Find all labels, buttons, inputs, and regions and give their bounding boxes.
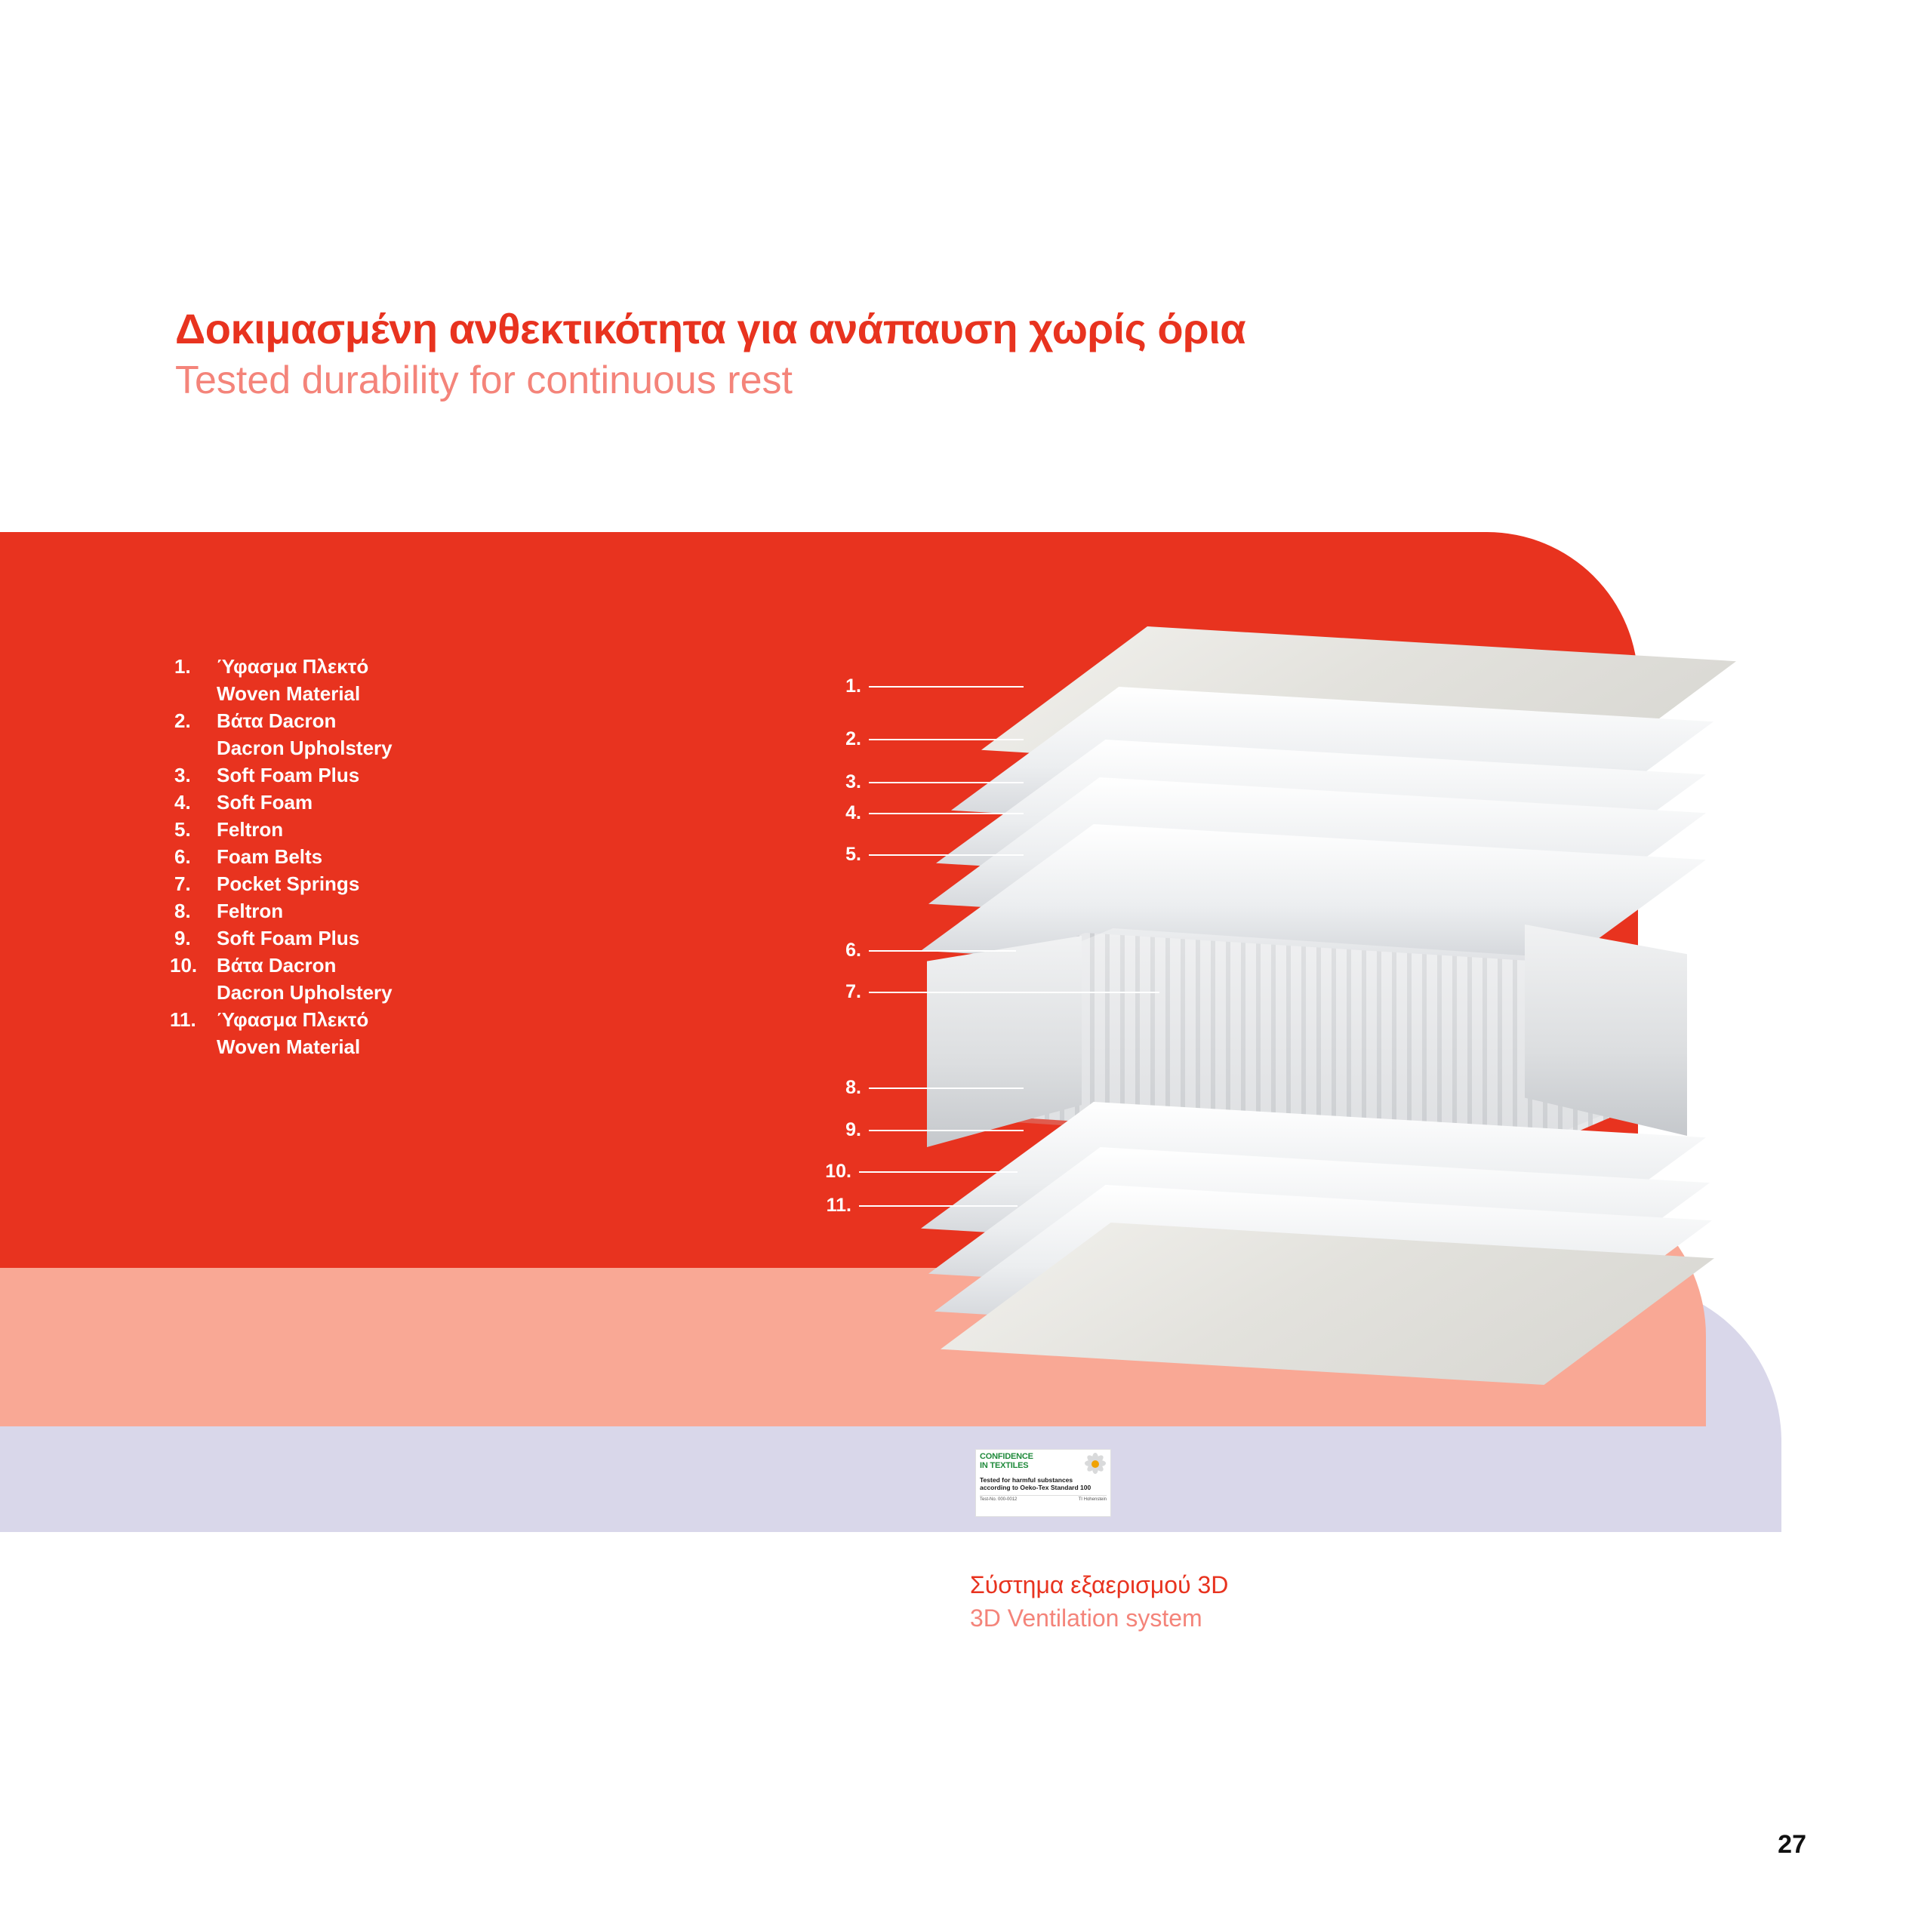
callout-number: 11. <box>826 1195 851 1216</box>
legend-label-greek: Βάτα Dacron <box>217 954 337 977</box>
callout-number: 5. <box>845 844 861 865</box>
callout-leader-line <box>869 782 1024 783</box>
callout-leader-line <box>869 1088 1024 1089</box>
callout-number: 2. <box>845 728 861 749</box>
legend-label-english: Soft Foam Plus <box>217 764 360 786</box>
callout-leader-line <box>859 1205 1018 1207</box>
list-item <box>170 897 593 924</box>
oeko-tex-institute: TI Hohenstein <box>1078 1497 1107 1502</box>
legend-labels <box>217 843 593 870</box>
page-title-english: Tested durability for continuous rest <box>175 358 793 402</box>
callout-leader-line <box>869 686 1024 688</box>
callout-10 <box>817 1161 1018 1183</box>
legend-number: 1. <box>174 655 191 678</box>
legend-label-english: Woven Material <box>217 1035 361 1058</box>
legend-label-greek: Ύφασμα Πλεκτό <box>217 655 369 678</box>
legend-labels <box>217 816 593 843</box>
caption-greek: Σύστημα εξαερισμού 3D <box>970 1571 1229 1598</box>
callout-number: 8. <box>845 1077 861 1098</box>
legend-label-english: Soft Foam <box>217 791 313 814</box>
legend-labels <box>217 789 593 816</box>
callout-leader-line <box>869 992 1159 993</box>
callout-1 <box>827 675 1024 697</box>
callout-leader-line <box>869 739 1024 740</box>
callout-leader-line <box>869 813 1024 814</box>
callout-number: 7. <box>845 981 861 1002</box>
legend-label-greek: Βάτα Dacron <box>217 709 337 732</box>
callout-number: 1. <box>845 675 861 697</box>
legend-label-english: Dacron Upholstery <box>217 737 393 759</box>
callout-number: 4. <box>845 802 861 823</box>
oeko-tex-label <box>975 1449 1111 1517</box>
legend-number: 6. <box>174 845 191 868</box>
ventilation-caption <box>970 1570 1498 1635</box>
callout-3 <box>827 771 1024 793</box>
callout-4 <box>827 802 1024 824</box>
list-item <box>170 843 593 870</box>
legend-labels <box>217 653 593 707</box>
legend-label-english: Feltron <box>217 818 284 841</box>
legend-label-english: Foam Belts <box>217 845 323 868</box>
callout-11 <box>817 1195 1018 1217</box>
mattress-exploded-diagram <box>891 626 1797 1381</box>
legend-number: 7. <box>174 872 191 895</box>
legend-labels <box>217 924 593 952</box>
legend-labels <box>217 707 593 761</box>
legend-number: 5. <box>174 818 191 841</box>
legend-labels <box>217 897 593 924</box>
legend-number: 10. <box>170 954 198 977</box>
legend-labels <box>217 761 593 789</box>
legend-label-greek: Ύφασμα Πλεκτό <box>217 1008 369 1031</box>
flower-center <box>1091 1460 1099 1468</box>
page-title-block <box>175 306 1534 404</box>
callout-2 <box>827 728 1024 750</box>
list-item <box>170 789 593 816</box>
list-item <box>170 707 593 761</box>
oeko-tex-header <box>980 1453 1107 1475</box>
callout-7 <box>827 981 1159 1003</box>
legend-label-english: Soft Foam Plus <box>217 927 360 949</box>
legend-number: 3. <box>174 764 191 786</box>
legend-label-english: Dacron Upholstery <box>217 981 393 1004</box>
oeko-tex-confidence-text <box>980 1453 1033 1470</box>
list-item <box>170 1006 593 1060</box>
page-title-greek: Δοκιμασμένη ανθεκτικότητα για ανάπαυση χωρίς όρια <box>175 305 1246 352</box>
page-number: 27 <box>1778 1830 1806 1859</box>
legend-label-english: Feltron <box>217 900 284 922</box>
callout-8 <box>827 1077 1024 1099</box>
callout-number: 10. <box>825 1161 851 1182</box>
callout-6 <box>827 940 1016 961</box>
flower-icon <box>1084 1453 1107 1475</box>
legend-number: 4. <box>174 791 191 814</box>
list-item <box>170 761 593 789</box>
legend-label-english: Pocket Springs <box>217 872 360 895</box>
callout-number: 9. <box>845 1119 861 1140</box>
layer-legend-list <box>170 653 593 1060</box>
oeko-tex-confidence-line2: IN TEXTILES <box>980 1460 1029 1470</box>
callout-5 <box>827 844 1024 866</box>
callout-leader-line <box>869 854 1024 856</box>
oeko-tex-footer <box>980 1495 1107 1502</box>
list-item <box>170 653 593 707</box>
oeko-tex-confidence-line1: CONFIDENCE <box>980 1452 1033 1461</box>
legend-number: 8. <box>174 900 191 922</box>
legend-labels <box>217 870 593 897</box>
callout-leader-line <box>869 1130 1024 1131</box>
oeko-tex-test-number: Test-No. 000-0012 <box>980 1497 1018 1502</box>
callout-number: 6. <box>845 940 861 961</box>
callout-leader-line <box>869 950 1016 952</box>
legend-number: 11. <box>170 1008 196 1031</box>
callout-leader-line <box>859 1171 1018 1173</box>
list-item <box>170 870 593 897</box>
oeko-tex-standard-line: according to Oeko-Tex Standard 100 <box>980 1483 1091 1491</box>
caption-english: 3D Ventilation system <box>970 1604 1202 1632</box>
legend-label-english: Woven Material <box>217 682 361 705</box>
legend-number: 2. <box>174 709 191 732</box>
list-item <box>170 952 593 1006</box>
callout-number: 3. <box>845 771 861 792</box>
legend-number: 9. <box>174 927 191 949</box>
list-item <box>170 924 593 952</box>
legend-labels <box>217 952 593 1006</box>
legend-labels <box>217 1006 593 1060</box>
list-item <box>170 816 593 843</box>
callout-9 <box>827 1119 1024 1141</box>
oeko-tex-tested-line: Tested for harmful substances <box>980 1476 1073 1484</box>
